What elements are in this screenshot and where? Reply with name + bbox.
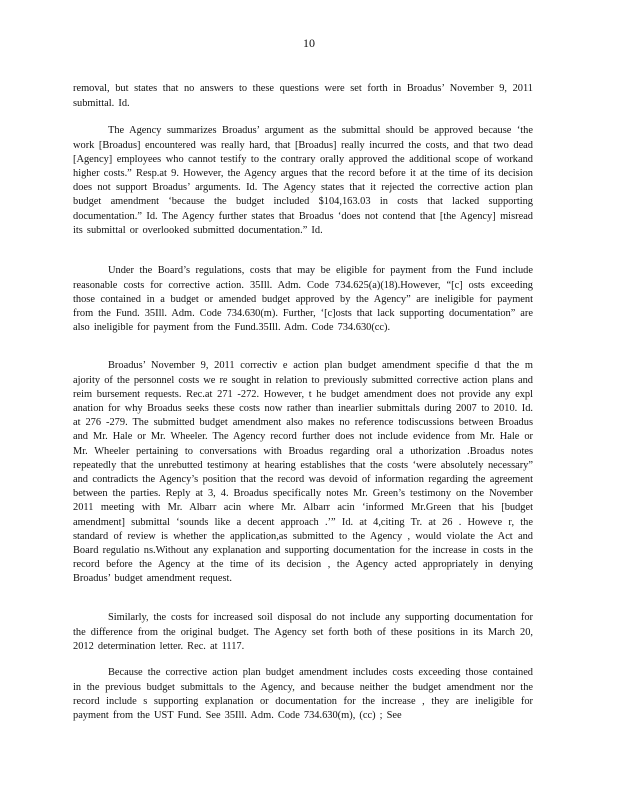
- paragraph-5: Similarly, the costs for increased soil disposal do not include any supporting documentation for the difference from the original budget. The Agency set forth both of these positions in its March 20, 2012 determination letter. Rec. at 1117.: [73, 612, 533, 652]
- paragraph-4: Broadus’ November 9, 2011 correctiv e action plan budget amendment specifie d that the m ajority of the personnel costs we re sought in relation to previously submitted corrective action plans and reim bursement requests. Rec.at 271 -272. However, t he budget amendment does not provide any expl anation for why Broadus seeks these costs now rather than inearlier submittals during 2007 to 2010. Id. at 276 -279. The submitted budget amendment also makes no reference todiscussions between Broadus and Mr. Hale or Mr. Wheeler. The Agency record further does not include evidence from Mr. Hale or Mr. Wheeler pertaining to conversations with Broadus regarding oral a uthorization .Broadus notes repeatedly that the unrebutted testimony at hearing establishes that the costs ‘were absolutely necessary” and contradicts the Agency’s position that the record was devoid of information regarding the agreement between the parties. Reply at 3, 4. Broadus specifically notes Mr. Green’s testimony on the November 2011 meeting with Mr. Albarr acin where Mr. Albarr acin ‘informed Mr.Green that his [budget amendment] submittal ‘sounds like a decent approach .’” Id. at 4,citing Tr. at 26 . Howeve r, the standard of review is whether the application,as submitted to the Agency , would violate the Act and Board regulatio ns.Without any explanation and supporting documentation for the increase in costs in the record before the Agency at the time of its decision , the Agency acted appropriately in denying Broadus’ budget amendment request.: [73, 360, 533, 585]
- paragraph-1: removal, but states that no answers to these questions were set forth in Broadus’ November 9, 2011 submittal. Id.: [73, 83, 533, 109]
- paragraph-6: Because the corrective action plan budget amendment includes costs exceeding those contained in the previous budget submittals to the Agency, and because neither the budget amendment nor the record include s supporting explanation or documentation for the increase , they are ineligible for payment from the UST Fund. See 35Ill. Adm. Code 734.630(m), (cc) ; See: [73, 667, 533, 721]
- page-number: 10: [303, 36, 315, 50]
- paragraph-2: The Agency summarizes Broadus’ argument as the submittal should be approved because ‘the work [Broadus] encountered was really hard, that [Broadus] really incurred the costs, and that two dead [Agency] employees who cannot testify to the contrary orally approved the additional scope of workand higher costs.” Resp.at 9. However, the Agency argues that the record before it at the time of its decision does not support Broadus’ arguments. Id. The Agency states that it rejected the corrective action plan budget amendment ‘because the budget included $104,163.03 in costs that lacked supporting documentation.” Id. The Agency further states that Broadus ‘does not contend that [the Agency] misread its submittal or overlooked submitted documentation.” Id.: [73, 125, 533, 236]
- paragraph-3: Under the Board’s regulations, costs that may be eligible for payment from the Fund include reasonable costs for corrective action. 35Ill. Adm. Code 734.625(a)(18).However, “[c] osts exceeding those contained in a budget or amended budget approved by the Agency” are ineligible for payment from the Fund. 35Ill. Adm. Code 734.630(m). Further, ‘[c]osts that lack supporting documentation” are also ineligible for payment from the Fund.35Ill. Adm. Code 734.630(cc).: [73, 265, 533, 334]
